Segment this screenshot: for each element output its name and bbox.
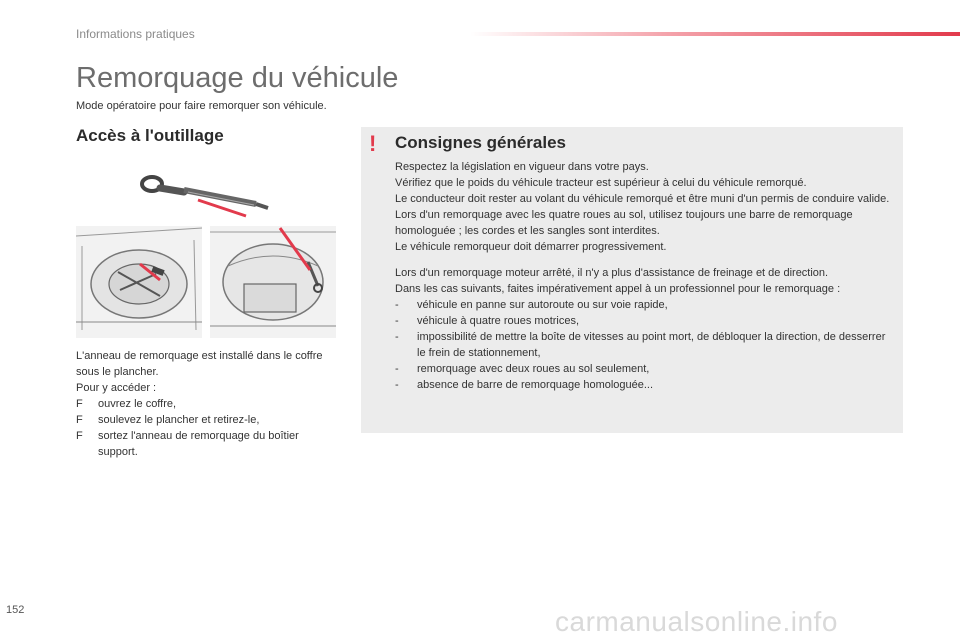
instruction-line: Vérifiez que le poids du véhicule tracteur est supérieur à celui du véhicule remorqué. <box>395 177 807 189</box>
tool-access-body <box>76 348 338 460</box>
dash-mark: - <box>395 315 399 327</box>
instruction-line: Respectez la législation en vigueur dans votre pays. <box>395 161 649 173</box>
list-item <box>76 412 338 428</box>
section-label: Informations pratiques <box>76 27 195 41</box>
bullet-mark: F <box>76 414 83 426</box>
instruction-line: Le véhicule remorqueur doit démarrer progressivement. <box>395 241 667 253</box>
trunk-photo-spare-wheel <box>76 226 202 338</box>
trunk-photo-tool-box <box>210 226 336 338</box>
dash-mark: - <box>395 331 399 343</box>
list-item <box>395 361 895 377</box>
page-number: 152 <box>6 604 25 616</box>
list-item <box>395 377 895 393</box>
general-instructions-body <box>395 159 895 393</box>
step-text: ouvrez le coffre, <box>98 398 177 410</box>
instruction-line: Lors d'un remorquage avec les quatre roues au sol, utilisez toujours une barre de remorquage homologuée ; les cordes et les sangles sont interdites. <box>395 209 853 237</box>
dash-mark: - <box>395 299 399 311</box>
instruction-line: Le conducteur doit rester au volant du véhicule remorqué et être muni d'un permis de conduire valide. <box>395 193 890 205</box>
instruction-line: Lors d'un remorquage moteur arrêté, il n'y a plus d'assistance de freinage et de direction. <box>395 267 829 279</box>
general-instructions-heading: Consignes générales <box>395 133 567 152</box>
tool-access-heading: Accès à l'outillage <box>76 126 224 145</box>
page-title: Remorquage du véhicule <box>76 62 399 94</box>
case-text: véhicule en panne sur autoroute ou sur voie rapide, <box>417 299 668 311</box>
case-text: remorquage avec deux roues au sol seulement, <box>417 363 650 375</box>
bullet-mark: F <box>76 430 83 442</box>
dash-mark: - <box>395 363 399 375</box>
list-item <box>76 428 338 460</box>
case-text: absence de barre de remorquage homologuée... <box>417 379 654 391</box>
watermark: carmanualsonline.info <box>555 606 838 637</box>
bullet-mark: F <box>76 398 83 410</box>
list-item <box>395 297 895 313</box>
access-steps-list <box>76 396 338 460</box>
step-text: sortez l'anneau de remorquage du boîtier support. <box>98 430 299 458</box>
list-item <box>76 396 338 412</box>
intro-text: Mode opératoire pour faire remorquer son véhicule. <box>76 100 327 112</box>
step-text: soulevez le plancher et retirez-le, <box>98 414 260 426</box>
list-item <box>395 329 895 361</box>
general-instructions-panel <box>361 127 903 433</box>
list-item <box>395 313 895 329</box>
instruction-line: Dans les cas suivants, faites impérativement appel à un professionnel pour le remorquage : <box>395 283 841 295</box>
dash-mark: - <box>395 379 399 391</box>
header-rule <box>470 32 960 36</box>
professional-cases-list <box>395 297 895 393</box>
case-text: véhicule à quatre roues motrices, <box>417 315 580 327</box>
case-text: impossibilité de mettre la boîte de vitesses au point mort, de débloquer la direction, de desserrer le frein de stationnement, <box>417 331 886 359</box>
tool-location-text: L'anneau de remorquage est installé dans le coffre sous le plancher. <box>76 350 323 378</box>
access-intro-text: Pour y accéder : <box>76 382 157 394</box>
towing-eye-illustration <box>138 170 276 218</box>
warning-icon: ! <box>369 131 377 156</box>
